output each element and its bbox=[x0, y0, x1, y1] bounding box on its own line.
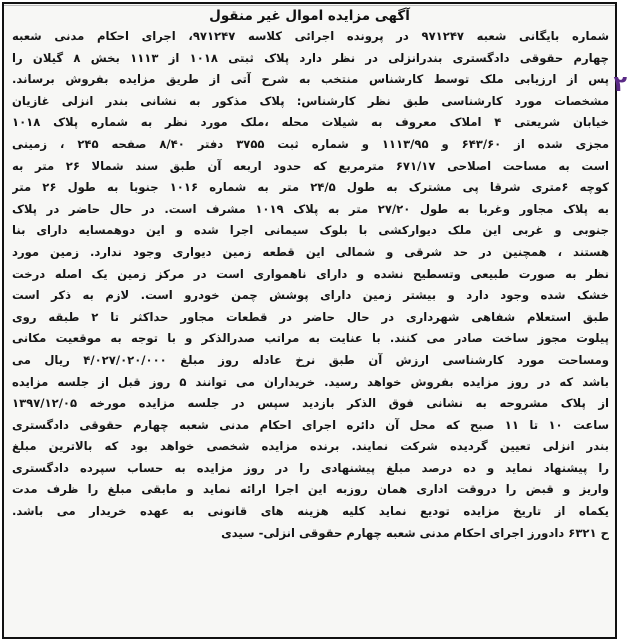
notice-line: یکماه از تاریخ مزایده تودیع نماید کلیه هزینه های قانونی به عهده خریدار می باشد. bbox=[12, 504, 609, 519]
notice-line: به پلاک مجاور وغربا به طول ۲۷/۲۰ متر به پلاک ۱۰۱۹ مشرف است. در حال حاضر در پلاک bbox=[12, 201, 609, 216]
notice-line: طبق استعلام شفاهی شهرداری در حال حاضر در قطعات مجاور حداکثر تا ۲ طبقه روی bbox=[12, 309, 609, 324]
notice-line: ومساحت مورد کارشناسی ارزش آن طبق نرخ عادله روز مبلغ ۴/۰۲۷/۰۲۰/۰۰۰ ریال می bbox=[12, 352, 609, 367]
notice-line: مشخصات مورد کارشناسی طبق نظر کارشناس: پلاک مذکور به نشانی بندر انزلی غازیان bbox=[12, 93, 609, 108]
notice-body bbox=[4, 26, 615, 544]
notice-line: کوچه ۶متری شرقا پی مشترک به طول ۲۴/۵ متر به شماره ۱۰۱۶ جنوبا به طول ۲۶ متر bbox=[12, 180, 609, 195]
notice-line: بندر انزلی تعیین گردیده شرکت نمایند. برنده مزایده شخصی خواهد بود که بالاترین مبلغ bbox=[12, 439, 609, 454]
side-handwritten-mark: ۲ bbox=[613, 72, 627, 97]
notice-line: پس از ارزیابی ملک توسط کارشناس منتخب به شرح آتی از طریق مزایده بفروش برساند. bbox=[12, 72, 609, 87]
notice-line: چهارم حقوقی دادگستری بندرانزلی در نظر دارد پلاک ثبتی ۱۰۱۸ از ۱۱۱۳ بخش ۸ گیلان را bbox=[12, 50, 609, 65]
notice-frame bbox=[2, 2, 617, 639]
notice-line: واریز و قبض را دروقت اداری همان روزبه این اجرا ارائه نماید و مابقی مبلغ را ظرف مدت bbox=[12, 482, 609, 497]
notice-line: است به مساحت اصلاحی ۶۷۱/۱۷ مترمربع که حدود اربعه آن طبق سند شمالا ۲۶ متر به bbox=[12, 158, 609, 173]
notice-line: ساعت ۱۰ تا ۱۱ صبح که محل آن دائره اجرای احکام مدنی شعبه چهارم حقوقی دادگستری bbox=[12, 417, 609, 432]
notice-line: خیابان شریعتی ۴ املاک معروف به شیلات محله ،ملک مورد نظر به شماره پلاک ۱۰۱۸ bbox=[12, 115, 609, 130]
notice-line: از پلاک مشروحه به نشانی فوق الذکر بازدید سپس در جلسه مزایده مورخه ۱۳۹۷/۱۲/۰۵ bbox=[12, 396, 609, 411]
notice-line: خشک شده وجود دارد و بیشتر زمین دارای پوشش چمن خودرو است. لازم به ذکر است bbox=[12, 288, 609, 303]
notice-line: مجزی شده از ۶۴۳/۶۰ و ۱۱۱۳/۹۵ و شماره ثبت ۳۷۵۵ دفتر ۸/۴۰ صفحه ۲۴۵ ، زمینی bbox=[12, 136, 609, 151]
notice-line: را پیشنهاد نماید و ده درصد مبلغ پیشنهادی را در روز مزایده به حساب سپرده دادگستری bbox=[12, 460, 609, 475]
notice-title: آگهی مزایده اموال غیر منقول bbox=[209, 8, 410, 24]
notice-line: هستند ، همچنین در حد شرقی و شمالی این قطعه زمین دیواری وجود ندارد. زمین مورد bbox=[12, 244, 609, 259]
notice-line: باشد که در روز مزایده بفروش خواهد رسید. خریداران می توانند ۵ روز قبل از جلسه مزایده bbox=[12, 374, 609, 389]
notice-line: پیلوت مجوز ساخت صادر می کنند. با عنایت به مراتب صدرالذکر و با توجه به موقعیت مکانی bbox=[12, 331, 609, 346]
notice-line: شماره بایگانی شعبه ۹۷۱۲۴۷ در پرونده اجرائی کلاسه ۹۷۱۲۴۷، اجرای احکام مدنی شعبه bbox=[12, 29, 609, 43]
notice-line: جنوبی و غربی این ملک دیوارکشی با بلوک سیمانی اجرا شده و این دوهمسایه دارای بنا bbox=[12, 223, 609, 238]
notice-line: ح ۶۳۲۱ دادورز اجرای احکام مدنی شعبه چهارم حقوقی انزلی- سیدی bbox=[221, 525, 609, 540]
notice-line: نظر به صورت طبیعی وتسطیح نشده و دارای ناهمواری است در مرکز زمین یک اصله درخت bbox=[12, 266, 609, 281]
scan-line bbox=[4, 5, 615, 6]
